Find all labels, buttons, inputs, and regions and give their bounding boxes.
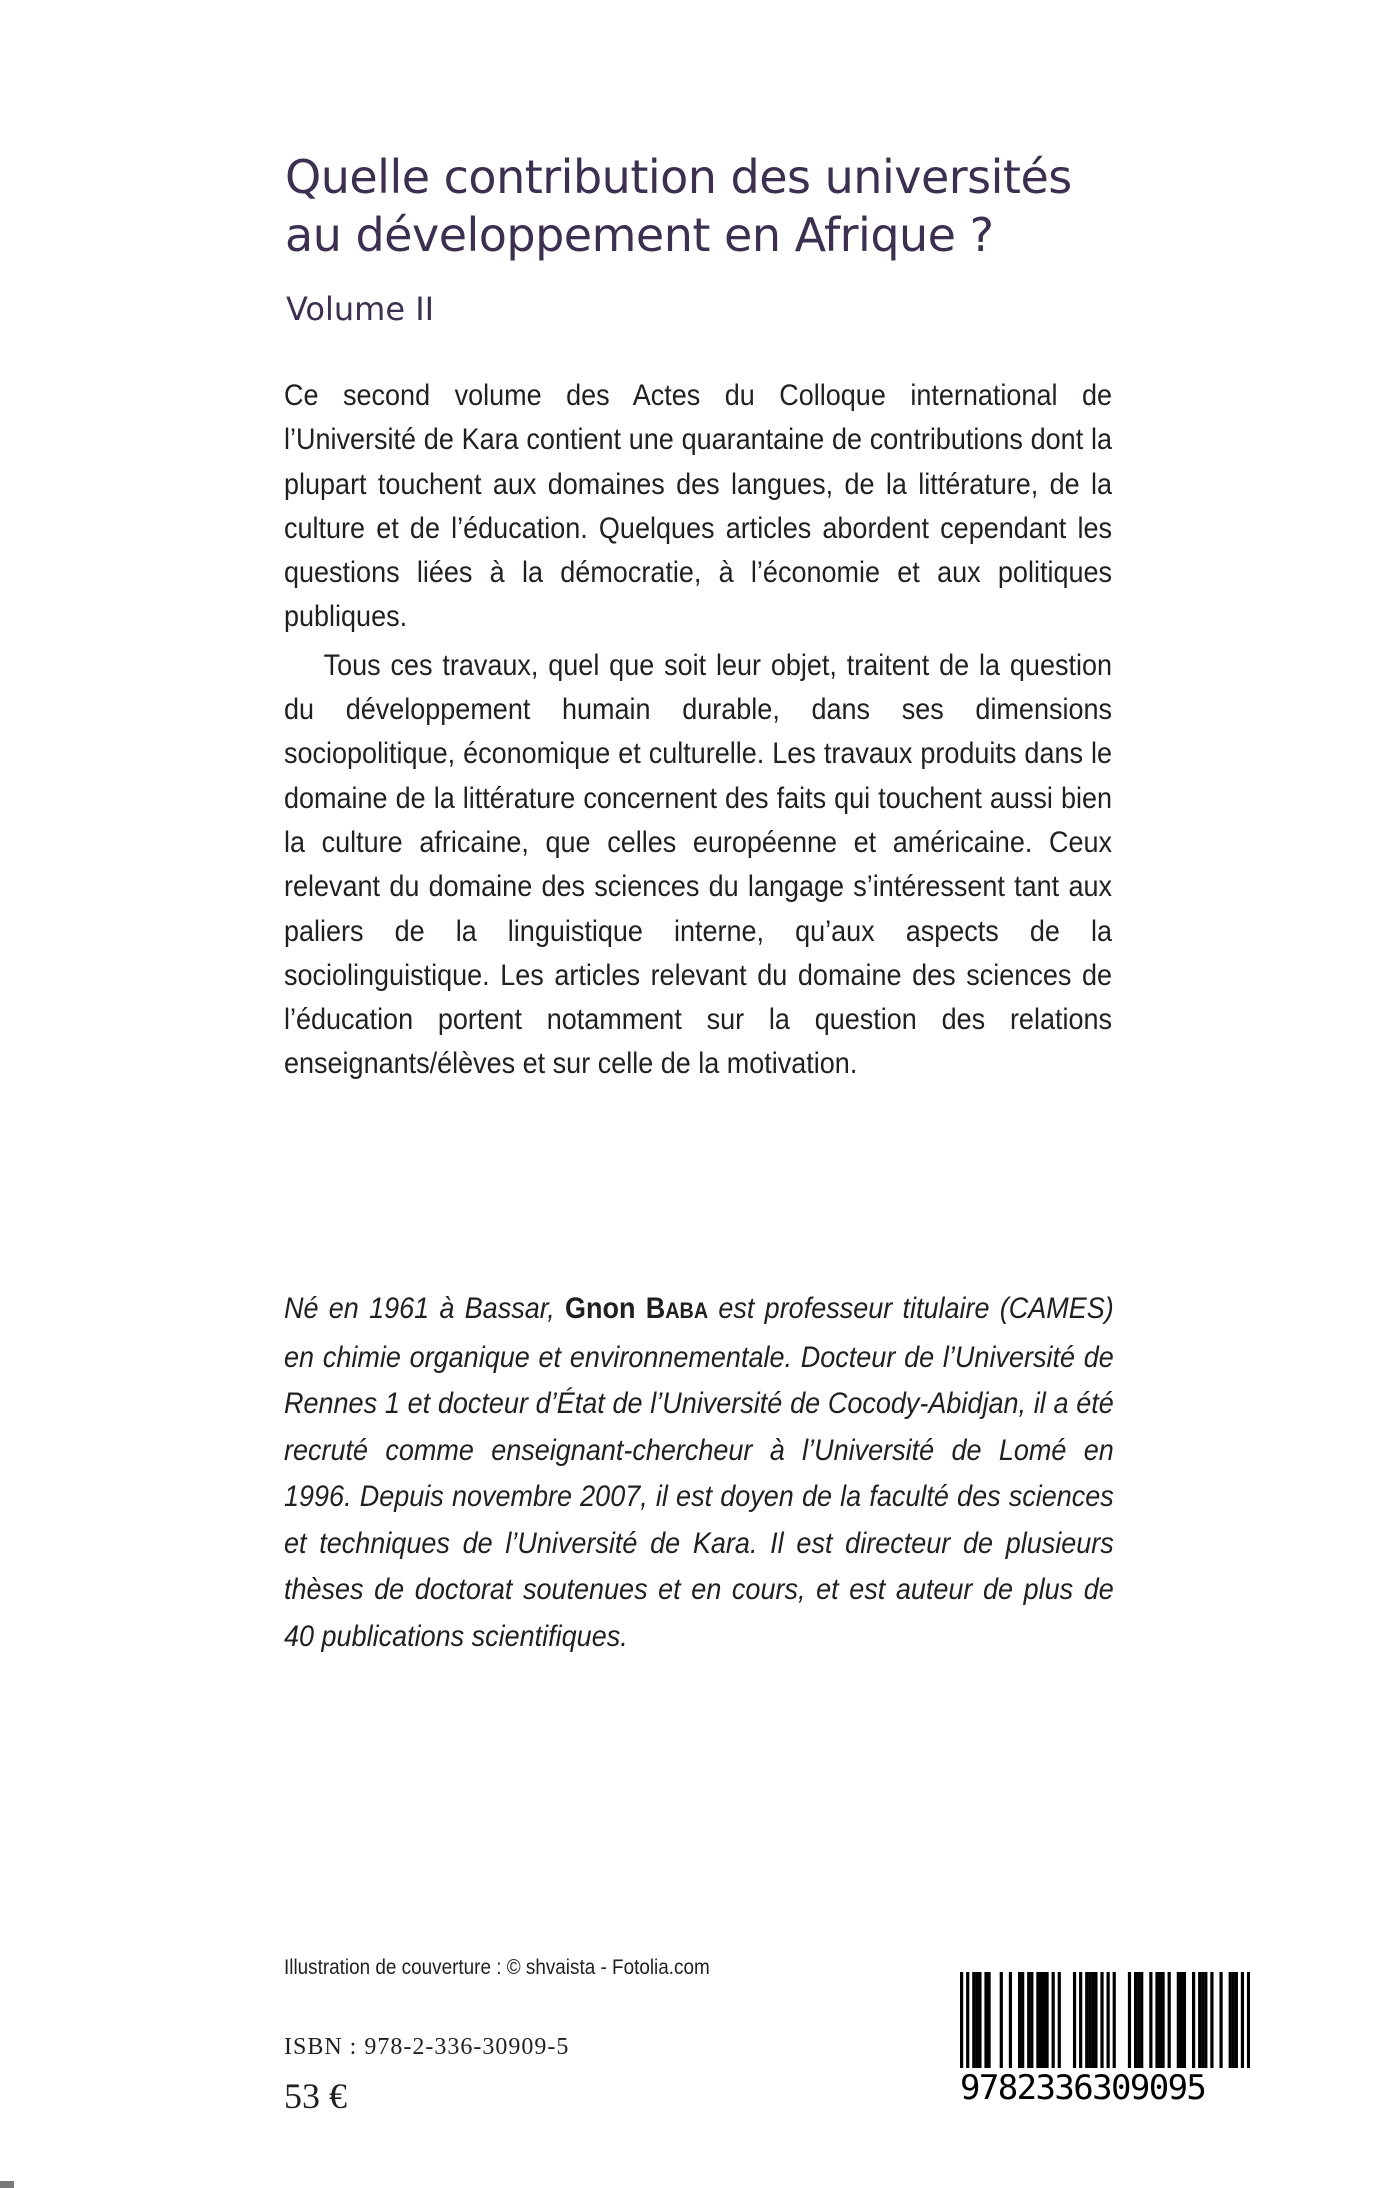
barcode-bar [1000,1972,1003,2068]
illustration-credit: Illustration de couverture : © shvaista - Fotolia.com [284,1956,710,1979]
barcode-bar [1149,1972,1152,2068]
barcode-bar [1158,1972,1161,2068]
barcode-bar [1036,1972,1039,2068]
author-first: Gnon B [564,1292,666,1325]
barcode-bar [1155,1972,1158,2068]
isbn: ISBN : 978-2-336-30909-5 [284,2034,570,2060]
price: 53 € [284,2076,347,2116]
barcode-bar [1183,1972,1186,2068]
barcode-bar [1058,1972,1061,2068]
barcode-bar [1042,1972,1045,2068]
book-title-line-2: au développement en Afrique ? [285,208,994,262]
barcode-bar [1140,1972,1143,2068]
book-description [284,374,1112,1087]
barcode-bar [1021,1972,1024,2068]
barcode-bar [1027,1972,1030,2068]
barcode-bar [1039,1972,1042,2068]
volume-label: Volume II [286,290,435,328]
barcode-bar [1085,1972,1088,2068]
barcode-bar [1088,1972,1091,2068]
barcode-bar [1210,1972,1213,2068]
barcode-bar [1198,1972,1201,2068]
description-paragraph-1: Ce second volume des Actes du Colloque international de l’Université de Kara contient une quarantaine de contributions dont la plupart touchent aux domaines des langues, de la littérature, de la culture et de l’éducation. Quelques articles abordent cependant les questions liées à la démocratie, à l’économie et aux politiques publiques. [284,379,1112,634]
barcode-bar [987,1972,990,2068]
bio-prefix: Né en 1961 à Bassar, [284,1292,565,1325]
barcode-bar [1073,1972,1076,2068]
barcode-bar [1229,1972,1232,2068]
barcode-bar [978,1972,981,2068]
barcode-bar [1094,1972,1097,2068]
barcode-bar [1180,1972,1183,2068]
barcode-bar [1128,1972,1131,2068]
barcode-bar [1232,1972,1235,2068]
barcode-bar [1018,1972,1021,2068]
author-bio [284,1286,1114,1660]
barcode-bar [1219,1972,1222,2068]
author-name [565,1292,708,1325]
barcode-bar [1168,1972,1171,2068]
barcode-bar [972,1972,975,2068]
barcode-bar [1091,1972,1094,2068]
barcode-bar [1235,1972,1238,2068]
barcode-bar [1009,1972,1012,2068]
barcode-bar [984,1972,987,2068]
barcode-bar [1045,1972,1048,2068]
author-last-small-caps: ABA [665,1298,709,1323]
barcode-bar [1161,1972,1164,2068]
barcode-bar [1201,1972,1204,2068]
barcode-bar [1204,1972,1207,2068]
bio-text: est professeur titulaire (CAMES) en chimie organique et environnementale. Docteur de l’Université de Rennes 1 et docteur d’État de l’Université de Cocody-Abidjan, il a été recruté comme enseignant-chercheur à l’Université de Lomé en 1996. Depuis novembre 2007, il est doyen de la faculté des sciences et techniques de l’Université de Kara. Il est directeur de plusieurs thèses de doctorat soutenues et en cours, et est auteur de plus de 40 publications scientifiques. [284,1292,1114,1653]
barcode-bar [1052,1972,1055,2068]
book-title [285,148,1185,264]
barcode-bar [975,1972,978,2068]
description-paragraph-2: Tous ces travaux, quel que soit leur objet, traitent de la question du développement humain durable, dans ses dimensions sociopolitique, économique et culturelle. Les travaux produits dans le domaine de la littérature concernent des faits qui touchent aussi bien la culture africaine, que celles européenne et américaine. Ceux relevant du domaine des sciences du langage s’intéressent tant aux paliers de la linguistique interne, qu’aux aspects de la sociolinguistique. Les articles relevant du domaine des sciences de l’éducation portent notamment sur la question des relations enseignants/élèves et sur celle de la motivation. [284,648,1113,1081]
barcode-bar [1079,1972,1082,2068]
barcode-bar [1177,1972,1180,2068]
barcode-bar [1137,1972,1140,2068]
barcode-bar [1134,1972,1137,2068]
barcode-bar [1113,1972,1116,2068]
barcode-bar [1030,1972,1033,2068]
edge-mark [0,2181,14,2188]
barcode-bar [1192,1972,1195,2068]
barcode-digits: 9782336309095 [958,2068,1256,2108]
book-title-line-1: Quelle contribution des universités [285,150,1072,204]
